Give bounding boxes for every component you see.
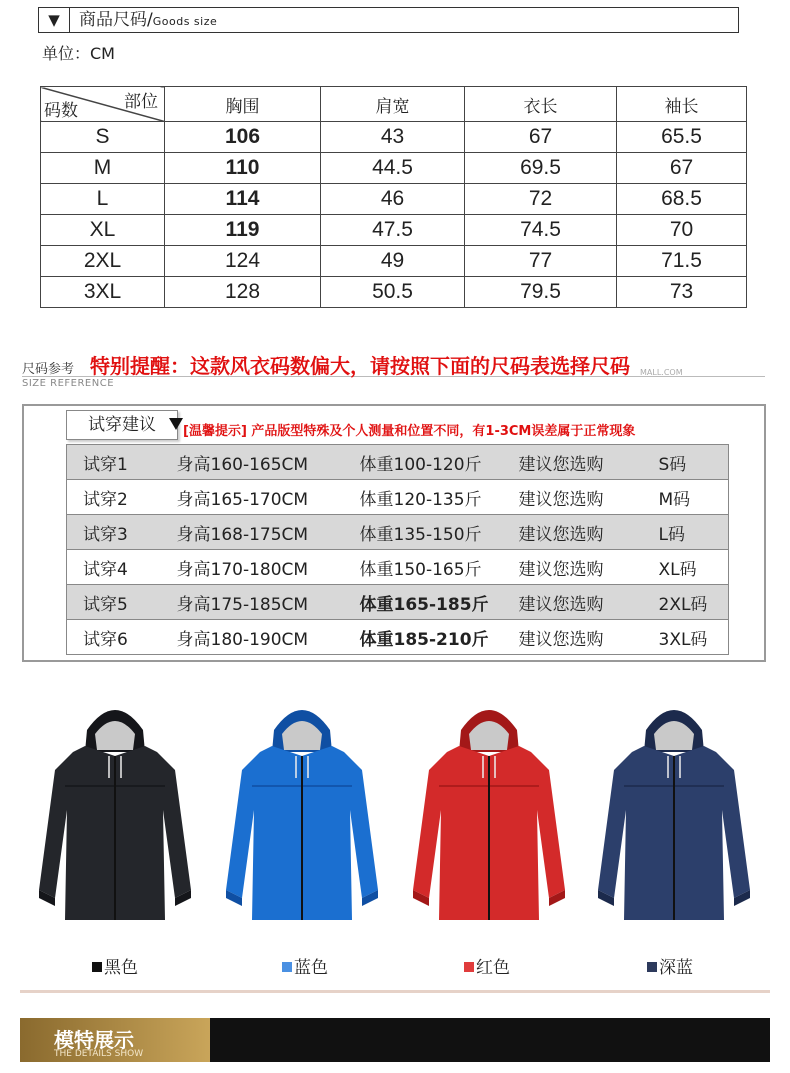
- section-banner: [20, 1018, 770, 1062]
- banner-subtitle: THE DETAILS SHOW: [54, 1049, 144, 1059]
- length-cell: 74.5: [465, 215, 617, 246]
- reference-label: 尺码参考: [22, 362, 75, 377]
- sleeve-cell: 70: [617, 215, 747, 246]
- shoulder-cell: 49: [321, 246, 465, 277]
- height-cell: 身高180-190CM: [177, 620, 360, 655]
- col-header-length: 衣长: [465, 87, 617, 122]
- height-cell: 身高175-185CM: [177, 585, 360, 620]
- corner-top-label: 部位: [124, 92, 158, 112]
- advice-cell: 建议您选购: [519, 515, 659, 550]
- table-row: [41, 153, 747, 184]
- advice-cell: 建议您选购: [519, 585, 659, 620]
- size-cell: 2XL码: [659, 585, 729, 620]
- size-cell: 2XL: [41, 246, 165, 277]
- color-label-blue: [282, 953, 328, 978]
- shoulder-cell: 50.5: [321, 277, 465, 308]
- unit-label: 单位：CM: [42, 44, 115, 63]
- trial-cell: 试穿4: [67, 550, 177, 585]
- size-cell: XL码: [659, 550, 729, 585]
- section-header: [38, 7, 739, 33]
- table-row: [67, 480, 729, 515]
- size-cell: M码: [659, 480, 729, 515]
- table-row: [41, 277, 747, 308]
- sleeve-cell: 67: [617, 153, 747, 184]
- corner-cell: [41, 87, 165, 122]
- weight-cell: 体重100-120斤: [360, 445, 519, 480]
- col-header-sleeve: 袖长: [617, 87, 747, 122]
- height-cell: 身高160-165CM: [177, 445, 360, 480]
- title-cn: 商品尺码/: [79, 10, 153, 30]
- triangle-marker-icon: ▼: [39, 8, 70, 32]
- table-row: [41, 215, 747, 246]
- color-label-black: [92, 953, 138, 978]
- length-cell: 72: [465, 184, 617, 215]
- title-en: Goods size: [152, 15, 218, 28]
- watermark: MALL.COM: [640, 368, 683, 377]
- color-name: 红色: [476, 958, 510, 978]
- size-cell: 3XL码: [659, 620, 729, 655]
- size-cell: L: [41, 184, 165, 215]
- sleeve-cell: 68.5: [617, 184, 747, 215]
- table-row: [41, 246, 747, 277]
- chest-cell: 106: [165, 122, 321, 153]
- sleeve-cell: 73: [617, 277, 747, 308]
- trial-cell: 试穿5: [67, 585, 177, 620]
- corner-bottom-label: 码数: [44, 101, 78, 121]
- divider: [20, 990, 770, 993]
- advice-cell: 建议您选购: [519, 480, 659, 515]
- section-title: [79, 8, 217, 34]
- sleeve-cell: 71.5: [617, 246, 747, 277]
- shoulder-cell: 46: [321, 184, 465, 215]
- length-cell: 67: [465, 122, 617, 153]
- chest-cell: 114: [165, 184, 321, 215]
- fitting-note: [温馨提示] 产品版型特殊及个人测量和位置不同，有1-3CM误差属于正常现象: [183, 424, 636, 439]
- chest-cell: 110: [165, 153, 321, 184]
- jacket-navy-image: [584, 690, 764, 930]
- color-name: 黑色: [104, 958, 138, 978]
- trial-cell: 试穿6: [67, 620, 177, 655]
- color-swatch: [647, 962, 657, 972]
- table-row: [67, 515, 729, 550]
- shoulder-cell: 44.5: [321, 153, 465, 184]
- trial-cell: 试穿1: [67, 445, 177, 480]
- length-cell: 77: [465, 246, 617, 277]
- color-label-navy: [647, 953, 693, 978]
- shoulder-cell: 47.5: [321, 215, 465, 246]
- color-swatch: [92, 962, 102, 972]
- size-cell: L码: [659, 515, 729, 550]
- size-table-header: [41, 87, 747, 122]
- size-cell: 3XL: [41, 277, 165, 308]
- height-cell: 身高168-175CM: [177, 515, 360, 550]
- height-cell: 身高165-170CM: [177, 480, 360, 515]
- length-cell: 79.5: [465, 277, 617, 308]
- weight-cell: 体重165-185斤: [360, 585, 519, 620]
- chest-cell: 124: [165, 246, 321, 277]
- banner-title: 模特展示: [54, 1028, 134, 1052]
- size-cell: M: [41, 153, 165, 184]
- length-cell: 69.5: [465, 153, 617, 184]
- col-header-shoulder: 肩宽: [321, 87, 465, 122]
- advice-cell: 建议您选购: [519, 445, 659, 480]
- advice-cell: 建议您选购: [519, 620, 659, 655]
- trial-cell: 试穿2: [67, 480, 177, 515]
- reference-label-en: SIZE REFERENCE: [22, 378, 115, 389]
- arrow-down-icon: [169, 418, 183, 430]
- color-swatch: [464, 962, 474, 972]
- weight-cell: 体重120-135斤: [360, 480, 519, 515]
- trial-cell: 试穿3: [67, 515, 177, 550]
- table-row: [67, 550, 729, 585]
- size-cell: S: [41, 122, 165, 153]
- weight-cell: 体重185-210斤: [360, 620, 519, 655]
- jacket-black-image: [25, 690, 205, 930]
- shoulder-cell: 43: [321, 122, 465, 153]
- jacket-red-image: [399, 690, 579, 930]
- color-name: 蓝色: [294, 958, 328, 978]
- height-cell: 身高170-180CM: [177, 550, 360, 585]
- size-cell: S码: [659, 445, 729, 480]
- table-row: [41, 122, 747, 153]
- color-label-red: [464, 953, 510, 978]
- weight-cell: 体重150-165斤: [360, 550, 519, 585]
- size-table: [40, 86, 747, 308]
- table-row: [67, 620, 729, 655]
- table-row: [67, 585, 729, 620]
- chest-cell: 119: [165, 215, 321, 246]
- col-header-chest: 胸围: [165, 87, 321, 122]
- sleeve-cell: 65.5: [617, 122, 747, 153]
- size-cell: XL: [41, 215, 165, 246]
- weight-cell: 体重135-150斤: [360, 515, 519, 550]
- fitting-table: [66, 444, 729, 655]
- color-name: 深蓝: [659, 958, 693, 978]
- jacket-blue-image: [212, 690, 392, 930]
- special-notice: 特别提醒：这款风衣码数偏大，请按照下面的尺码表选择尺码: [90, 354, 630, 378]
- chest-cell: 128: [165, 277, 321, 308]
- table-row: [67, 445, 729, 480]
- fitting-label: 试穿建议: [66, 410, 178, 440]
- color-swatch: [282, 962, 292, 972]
- table-row: [41, 184, 747, 215]
- advice-cell: 建议您选购: [519, 550, 659, 585]
